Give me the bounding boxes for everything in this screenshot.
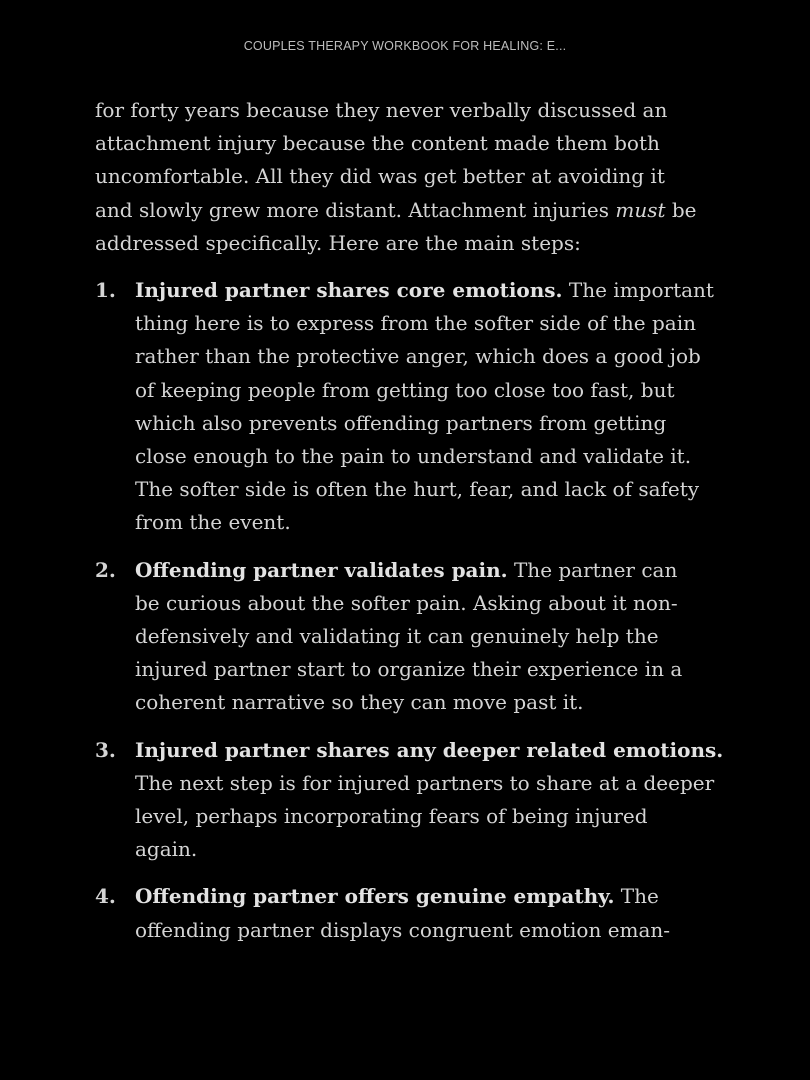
step-title: Injured partner shares core emotions. [135, 278, 563, 303]
text-line: thing here is to express from the softer side of the pain [135, 311, 696, 336]
step-title: Injured partner shares any deeper related emotions. [135, 737, 724, 762]
text-run: be [665, 197, 697, 222]
step-text: The partner can [507, 557, 678, 582]
text-line: addressed specifically. Here are the main steps: [95, 230, 581, 255]
step-number: 1. [95, 278, 116, 303]
step-first-line [135, 274, 719, 307]
text-line: coherent narrative so they can move past it. [135, 690, 584, 715]
text-line [95, 194, 719, 227]
steps-list [95, 274, 724, 947]
step-item [95, 734, 724, 867]
text-line: close enough to the pain to understand and validate it. [135, 444, 692, 469]
text-line: The softer side is often the hurt, fear, and lack of safety [135, 477, 700, 502]
step-first-line [135, 734, 724, 767]
text-line: uncomfortable. All they did was get better at avoiding it [95, 164, 665, 189]
text-line: be curious about the softer pain. Asking about it non- [135, 590, 678, 615]
text-line: rather than the protective anger, which does a good job [135, 344, 701, 369]
emphasis-text: must [615, 197, 666, 222]
page-content [95, 94, 724, 961]
step-number: 3. [95, 737, 116, 762]
text-line: again. [135, 837, 198, 862]
text-line: defensively and validating it can genuinely help the [135, 624, 659, 649]
step-title: Offending partner offers genuine empathy. [135, 884, 615, 909]
text-line: injured partner start to organize their experience in a [135, 657, 683, 682]
step-item [95, 880, 719, 946]
text-run: and slowly grew more distant. Attachment injuries [95, 197, 616, 222]
text-line: from the event. [135, 510, 291, 535]
text-line: The next step is for injured partners to share at a deeper [135, 770, 715, 795]
text-line: level, perhaps incorporating fears of being injured [135, 804, 648, 829]
step-text: The [614, 884, 659, 909]
step-number: 2. [95, 557, 116, 582]
text-line: attachment injury because the content made them both [95, 131, 660, 156]
text-line: offending partner displays congruent emotion eman- [135, 917, 671, 942]
step-title: Offending partner validates pain. [135, 557, 508, 582]
step-number: 4. [95, 884, 116, 909]
step-text: The important [562, 278, 714, 303]
text-line: of keeping people from getting too close too fast, but [135, 377, 675, 402]
step-item [95, 274, 719, 540]
text-line: for forty years because they never verbally discussed an [95, 98, 668, 122]
book-title-header[interactable]: COUPLES THERAPY WORKBOOK FOR HEALING: E... [243, 39, 567, 53]
step-first-line [135, 554, 719, 587]
step-item [95, 554, 719, 720]
intro-paragraph [95, 94, 719, 260]
step-first-line [135, 880, 719, 913]
text-line: which also prevents offending partners from getting [135, 410, 667, 435]
